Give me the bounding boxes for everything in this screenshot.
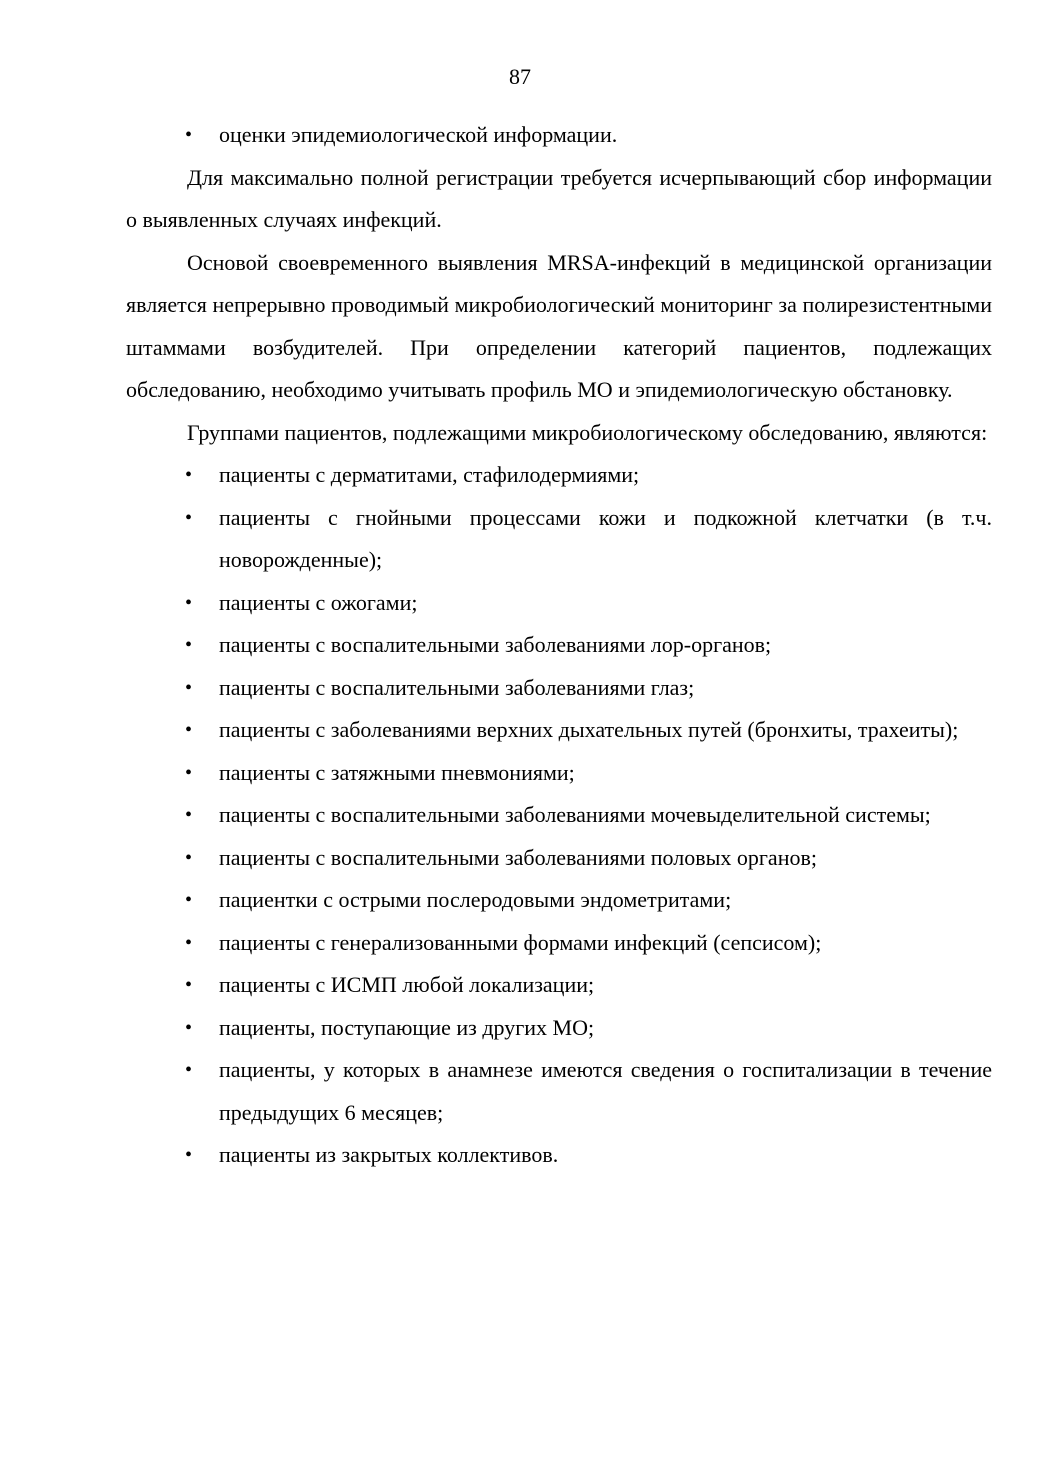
list-item — [126, 1007, 992, 1050]
list-item — [126, 964, 992, 1007]
bullet-icon: • — [185, 1059, 193, 1081]
bullet-icon: • — [185, 804, 193, 826]
list-item-text: пациенты с затяжными пневмониями; — [219, 759, 575, 785]
list-item — [126, 454, 992, 497]
bullet-icon: • — [185, 974, 193, 996]
list-item-text: пациенты с генерализованными формами инфекций (сепсисом); — [219, 929, 822, 955]
bullet-icon: • — [185, 124, 193, 146]
list-item — [126, 667, 992, 710]
list-item-text: пациенты с воспалительными заболеваниями глаз; — [219, 674, 695, 700]
bullet-icon: • — [185, 464, 193, 486]
list-item — [126, 1134, 992, 1177]
bullet-icon: • — [185, 591, 193, 614]
bullet-icon: • — [185, 761, 193, 784]
bullet-icon: • — [185, 676, 193, 699]
bullet-icon: • — [185, 719, 193, 741]
list-item — [126, 837, 992, 880]
list-item — [126, 624, 992, 667]
list-item-text: пациенты с воспалительными заболеваниями лор-органов; — [219, 632, 772, 657]
page-content — [126, 114, 992, 1177]
bullet-icon: • — [185, 506, 193, 529]
list-item — [126, 752, 992, 795]
list-item — [126, 922, 992, 965]
intro-bullet-list — [126, 114, 992, 157]
list-item — [126, 879, 992, 922]
list-item — [126, 1049, 992, 1134]
list-item — [126, 794, 992, 837]
bullet-icon: • — [185, 634, 193, 656]
bullet-icon: • — [185, 1144, 193, 1166]
bullet-icon: • — [185, 931, 193, 954]
list-item-text: пациенты с дерматитами, стафилодермиями; — [219, 462, 640, 487]
paragraph-monitoring: Основой своевременного выявления MRSA-инфекций в медицинской организации является непрерывно проводимый микробиологический мониторинг за полирезистентными штаммами возбудителей. При определении категорий пациентов, подлежащих обследованию, необходимо учитывать профиль МО и эпидемиологическую обстановку. — [126, 249, 992, 402]
bullet-icon: • — [185, 846, 193, 869]
list-item — [126, 114, 992, 157]
bullet-icon: • — [185, 889, 193, 911]
list-item — [126, 709, 992, 752]
patient-groups-list — [126, 454, 992, 1177]
list-item-text: пациенты с заболеваниями верхних дыхательных путей (бронхиты, трахеиты); — [219, 717, 959, 742]
list-item-text: пациенты с гнойными процессами кожи и подкожной клетчатки (в т.ч. новорожденные); — [219, 504, 992, 572]
list-item-text: пациенты с воспалительными заболеваниями мочевыделительной системы; — [219, 802, 931, 827]
list-item-text: пациенты с воспалительными заболеваниями половых органов; — [219, 844, 817, 870]
list-item — [126, 497, 992, 582]
list-item-text: пациентки с острыми послеродовыми эндометритами; — [219, 887, 732, 912]
list-item-text: пациенты из закрытых коллективов. — [219, 1142, 559, 1167]
list-item-text: пациенты с ИСМП любой локализации; — [219, 972, 595, 997]
page-number: 87 — [509, 64, 531, 89]
list-item — [126, 582, 992, 625]
list-item-text: пациенты, у которых в анамнезе имеются сведения о госпитализации в течение предыдущих 6 месяцев; — [219, 1057, 992, 1125]
list-item-text: пациенты, поступающие из других МО; — [219, 1014, 595, 1040]
paragraph-registration: Для максимально полной регистрации требуется исчерпывающий сбор информации о выявленных случаях инфекций. — [126, 164, 992, 232]
list-item-text: оценки эпидемиологической информации. — [219, 122, 618, 147]
paragraph-groups-intro: Группами пациентов, подлежащими микробиологическому обследованию, являются: — [187, 419, 988, 445]
list-item-text: пациенты с ожогами; — [219, 589, 418, 615]
bullet-icon: • — [185, 1016, 193, 1039]
